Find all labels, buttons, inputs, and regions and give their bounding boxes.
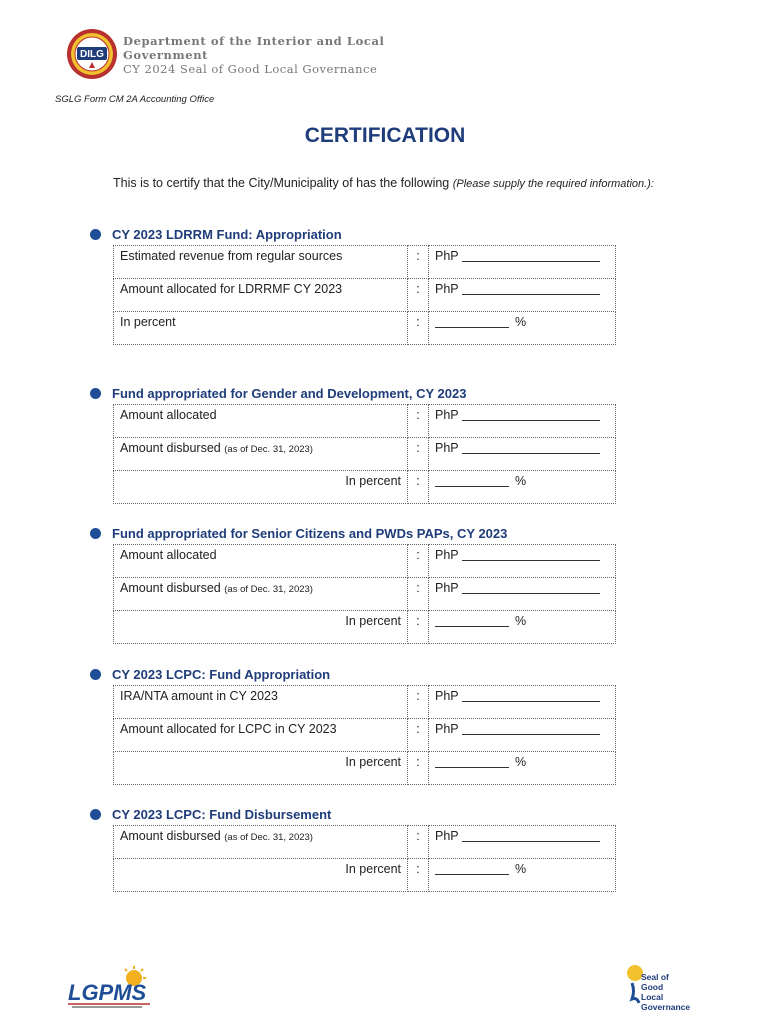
colon-separator: : [408,859,429,892]
dilg-seal-logo [66,28,118,80]
colon-separator: : [408,752,429,785]
colon-separator: : [408,471,429,504]
lgpms-logo [66,966,154,1010]
svg-text:Good: Good [641,982,664,992]
table-row [114,405,616,438]
bullet-icon [90,809,101,820]
amount-field[interactable]: PhP [429,545,616,578]
table-row [114,719,616,752]
row-label: In percent [114,312,408,345]
section-heading-lcpc-disbursement: CY 2023 LCPC: Fund Disbursement [90,807,331,822]
form-code: SGLG Form CM 2A Accounting Office [55,94,215,105]
colon-separator: : [408,405,429,438]
colon-separator: : [408,826,429,859]
row-label: Amount allocated for LCPC in CY 2023 [114,719,408,752]
amount-field[interactable]: PhP [429,279,616,312]
seal-of-good-local-governance-logo [625,963,695,1013]
percent-field[interactable]: % [429,752,616,785]
svg-text:Seal of: Seal of [641,972,669,982]
intro-text: This is to certify that the City/Municipality of has the following [113,176,453,190]
table-row [114,578,616,611]
amount-field[interactable]: PhP [429,438,616,471]
percent-field[interactable]: % [429,471,616,504]
amount-field[interactable]: PhP [429,826,616,859]
percent-field[interactable]: % [429,312,616,345]
amount-field[interactable]: PhP [429,719,616,752]
colon-separator: : [408,312,429,345]
colon-separator: : [408,279,429,312]
intro-paragraph [113,176,654,190]
svg-text:Governance: Governance [641,1002,691,1012]
row-label: Estimated revenue from regular sources [114,246,408,279]
table-row [114,859,616,892]
svg-text:Local: Local [641,992,664,1002]
table-ldrrm-appropriation [113,245,616,345]
colon-separator: : [408,611,429,644]
bullet-icon [90,229,101,240]
table-row [114,826,616,859]
row-label: In percent [114,859,408,892]
table-row [114,246,616,279]
colon-separator: : [408,545,429,578]
row-label: Amount disbursed (as of Dec. 31, 2023) [114,578,408,611]
row-label: Amount disbursed (as of Dec. 31, 2023) [114,826,408,859]
svg-text:DILG: DILG [80,49,104,60]
org-name-line2: Government [123,48,209,62]
section-heading-senior-pwd: Fund appropriated for Senior Citizens and PWDs PAPs, CY 2023 [90,526,507,541]
table-lcpc-disbursement [113,825,616,892]
table-row [114,471,616,504]
row-label: In percent [114,471,408,504]
row-label: Amount disbursed (as of Dec. 31, 2023) [114,438,408,471]
table-row [114,279,616,312]
table-gad-fund [113,404,616,504]
amount-field[interactable]: PhP [429,246,616,279]
table-senior-pwd-fund [113,544,616,644]
colon-separator: : [408,719,429,752]
percent-field[interactable]: % [429,611,616,644]
bullet-icon [90,388,101,399]
row-label: IRA/NTA amount in CY 2023 [114,686,408,719]
row-label: Amount allocated [114,545,408,578]
table-row [114,686,616,719]
svg-text:LGPMS: LGPMS [68,980,147,1005]
section-heading-ldrrm: CY 2023 LDRRM Fund: Appropriation [90,227,342,242]
table-row [114,545,616,578]
amount-field[interactable]: PhP [429,405,616,438]
amount-field[interactable]: PhP [429,578,616,611]
header-text [123,34,385,76]
colon-separator: : [408,246,429,279]
table-row [114,752,616,785]
header-subtitle: CY 2024 Seal of Good Local Governance [123,62,378,76]
amount-field[interactable]: PhP [429,686,616,719]
section-heading-gad: Fund appropriated for Gender and Development, CY 2023 [90,386,466,401]
colon-separator: : [408,686,429,719]
intro-note: (Please supply the required information.): [452,178,654,190]
colon-separator: : [408,438,429,471]
section-heading-lcpc-appropriation: CY 2023 LCPC: Fund Appropriation [90,667,330,682]
page-title: CERTIFICATION [304,124,466,147]
row-label: In percent [114,611,408,644]
bullet-icon [90,528,101,539]
bullet-icon [90,669,101,680]
document-header [66,28,466,88]
org-name-line1: Department of the Interior and Local [123,34,385,48]
table-row [114,611,616,644]
row-label: Amount allocated for LDRRMF CY 2023 [114,279,408,312]
table-lcpc-appropriation [113,685,616,785]
table-row [114,312,616,345]
percent-field[interactable]: % [429,859,616,892]
row-label: Amount allocated [114,405,408,438]
table-row [114,438,616,471]
row-label: In percent [114,752,408,785]
colon-separator: : [408,578,429,611]
